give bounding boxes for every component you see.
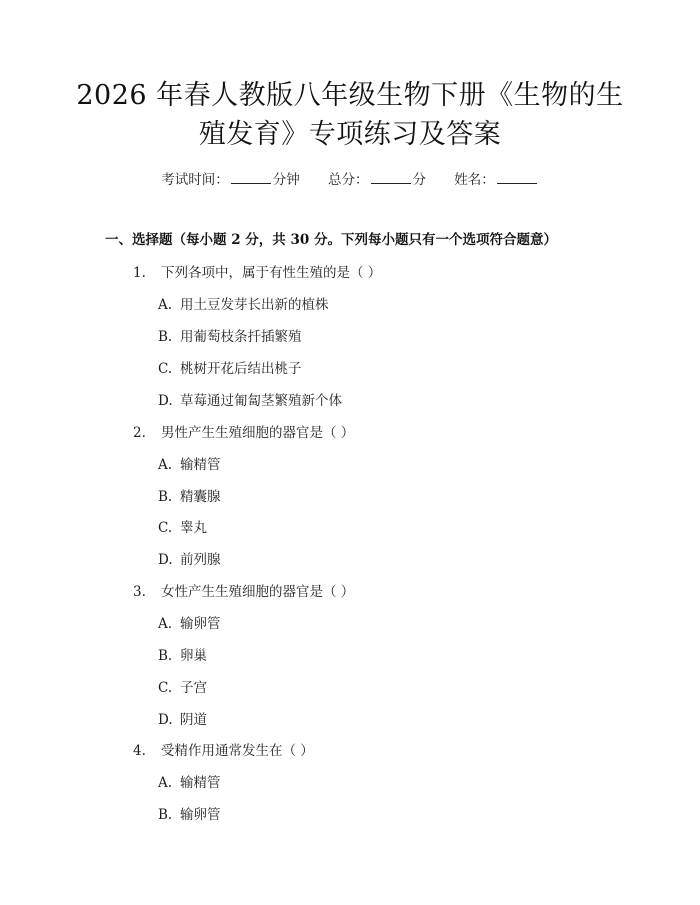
option-letter: B. <box>158 807 173 823</box>
option-letter: A. <box>158 616 173 632</box>
score-label: 总分： <box>328 172 369 188</box>
name-field <box>454 168 539 188</box>
option-text: 草莓通过匍匐茎繁殖新个体 <box>180 393 342 409</box>
score-blank <box>371 171 411 184</box>
option-3a <box>158 612 221 632</box>
option-letter: A. <box>158 775 173 791</box>
option-text: 前列腺 <box>180 552 221 568</box>
option-1c <box>158 357 302 377</box>
option-4a <box>158 771 221 791</box>
option-text: 用土豆发芽长出新的植株 <box>180 297 329 313</box>
option-1b <box>158 325 302 345</box>
option-text: 卵巢 <box>180 648 207 664</box>
name-label: 姓名： <box>454 172 495 188</box>
page-title <box>60 76 640 154</box>
question-3 <box>133 580 354 600</box>
question-number: 1. <box>133 265 146 281</box>
option-2d <box>158 548 221 568</box>
name-blank <box>497 171 537 184</box>
option-letter: D. <box>158 552 173 568</box>
option-letter: C. <box>158 680 173 696</box>
option-1d <box>158 389 342 409</box>
option-letter: B. <box>158 489 173 505</box>
option-letter: D. <box>158 393 173 409</box>
question-1 <box>133 261 381 281</box>
question-4 <box>133 739 314 759</box>
option-letter: D. <box>158 712 173 728</box>
option-3b <box>158 644 207 664</box>
question-number: 3. <box>133 584 146 600</box>
question-text: 男性产生生殖细胞的器官是（ ） <box>161 425 355 441</box>
option-2a <box>158 453 221 473</box>
question-2 <box>133 421 354 441</box>
title-line-1: 2026 年春人教版八年级生物下册《生物的生 <box>76 80 624 111</box>
score-unit: 分 <box>412 172 426 188</box>
question-number: 4. <box>133 743 146 759</box>
option-3c <box>158 676 207 696</box>
option-2c <box>158 516 207 536</box>
option-2b <box>158 485 221 505</box>
option-4b <box>158 803 221 823</box>
option-text: 输卵管 <box>180 616 221 632</box>
option-letter: B. <box>158 648 173 664</box>
option-letter: C. <box>158 361 173 377</box>
question-text: 受精作用通常发生在（ ） <box>161 743 314 759</box>
option-letter: A. <box>158 457 173 473</box>
option-letter: C. <box>158 520 173 536</box>
score-field <box>328 168 426 188</box>
time-unit: 分钟 <box>272 172 300 188</box>
question-number: 2. <box>133 425 146 441</box>
time-field <box>161 168 300 188</box>
option-text: 输卵管 <box>180 807 221 823</box>
question-text: 下列各项中，属于有性生殖的是（ ） <box>161 265 382 281</box>
option-text: 精囊腺 <box>180 489 221 505</box>
option-1a <box>158 293 329 313</box>
option-text: 睾丸 <box>180 520 207 536</box>
option-3d <box>158 708 207 728</box>
option-text: 桃树开花后结出桃子 <box>180 361 302 377</box>
section-heading: 一、选择题（每小题 2 分，共 30 分。下列每小题只有一个选项符合题意） <box>105 232 557 248</box>
option-text: 子宫 <box>180 680 207 696</box>
exam-meta <box>0 168 700 188</box>
title-line-2: 殖发育》专项练习及答案 <box>198 119 502 150</box>
question-text: 女性产生生殖细胞的器官是（ ） <box>161 584 355 600</box>
time-blank <box>231 171 271 184</box>
option-text: 阴道 <box>180 712 207 728</box>
option-text: 输精管 <box>180 775 221 791</box>
option-letter: B. <box>158 329 173 345</box>
time-label: 考试时间： <box>161 172 229 188</box>
option-letter: A. <box>158 297 173 313</box>
option-text: 用葡萄枝条扦插繁殖 <box>180 329 302 345</box>
option-text: 输精管 <box>180 457 221 473</box>
